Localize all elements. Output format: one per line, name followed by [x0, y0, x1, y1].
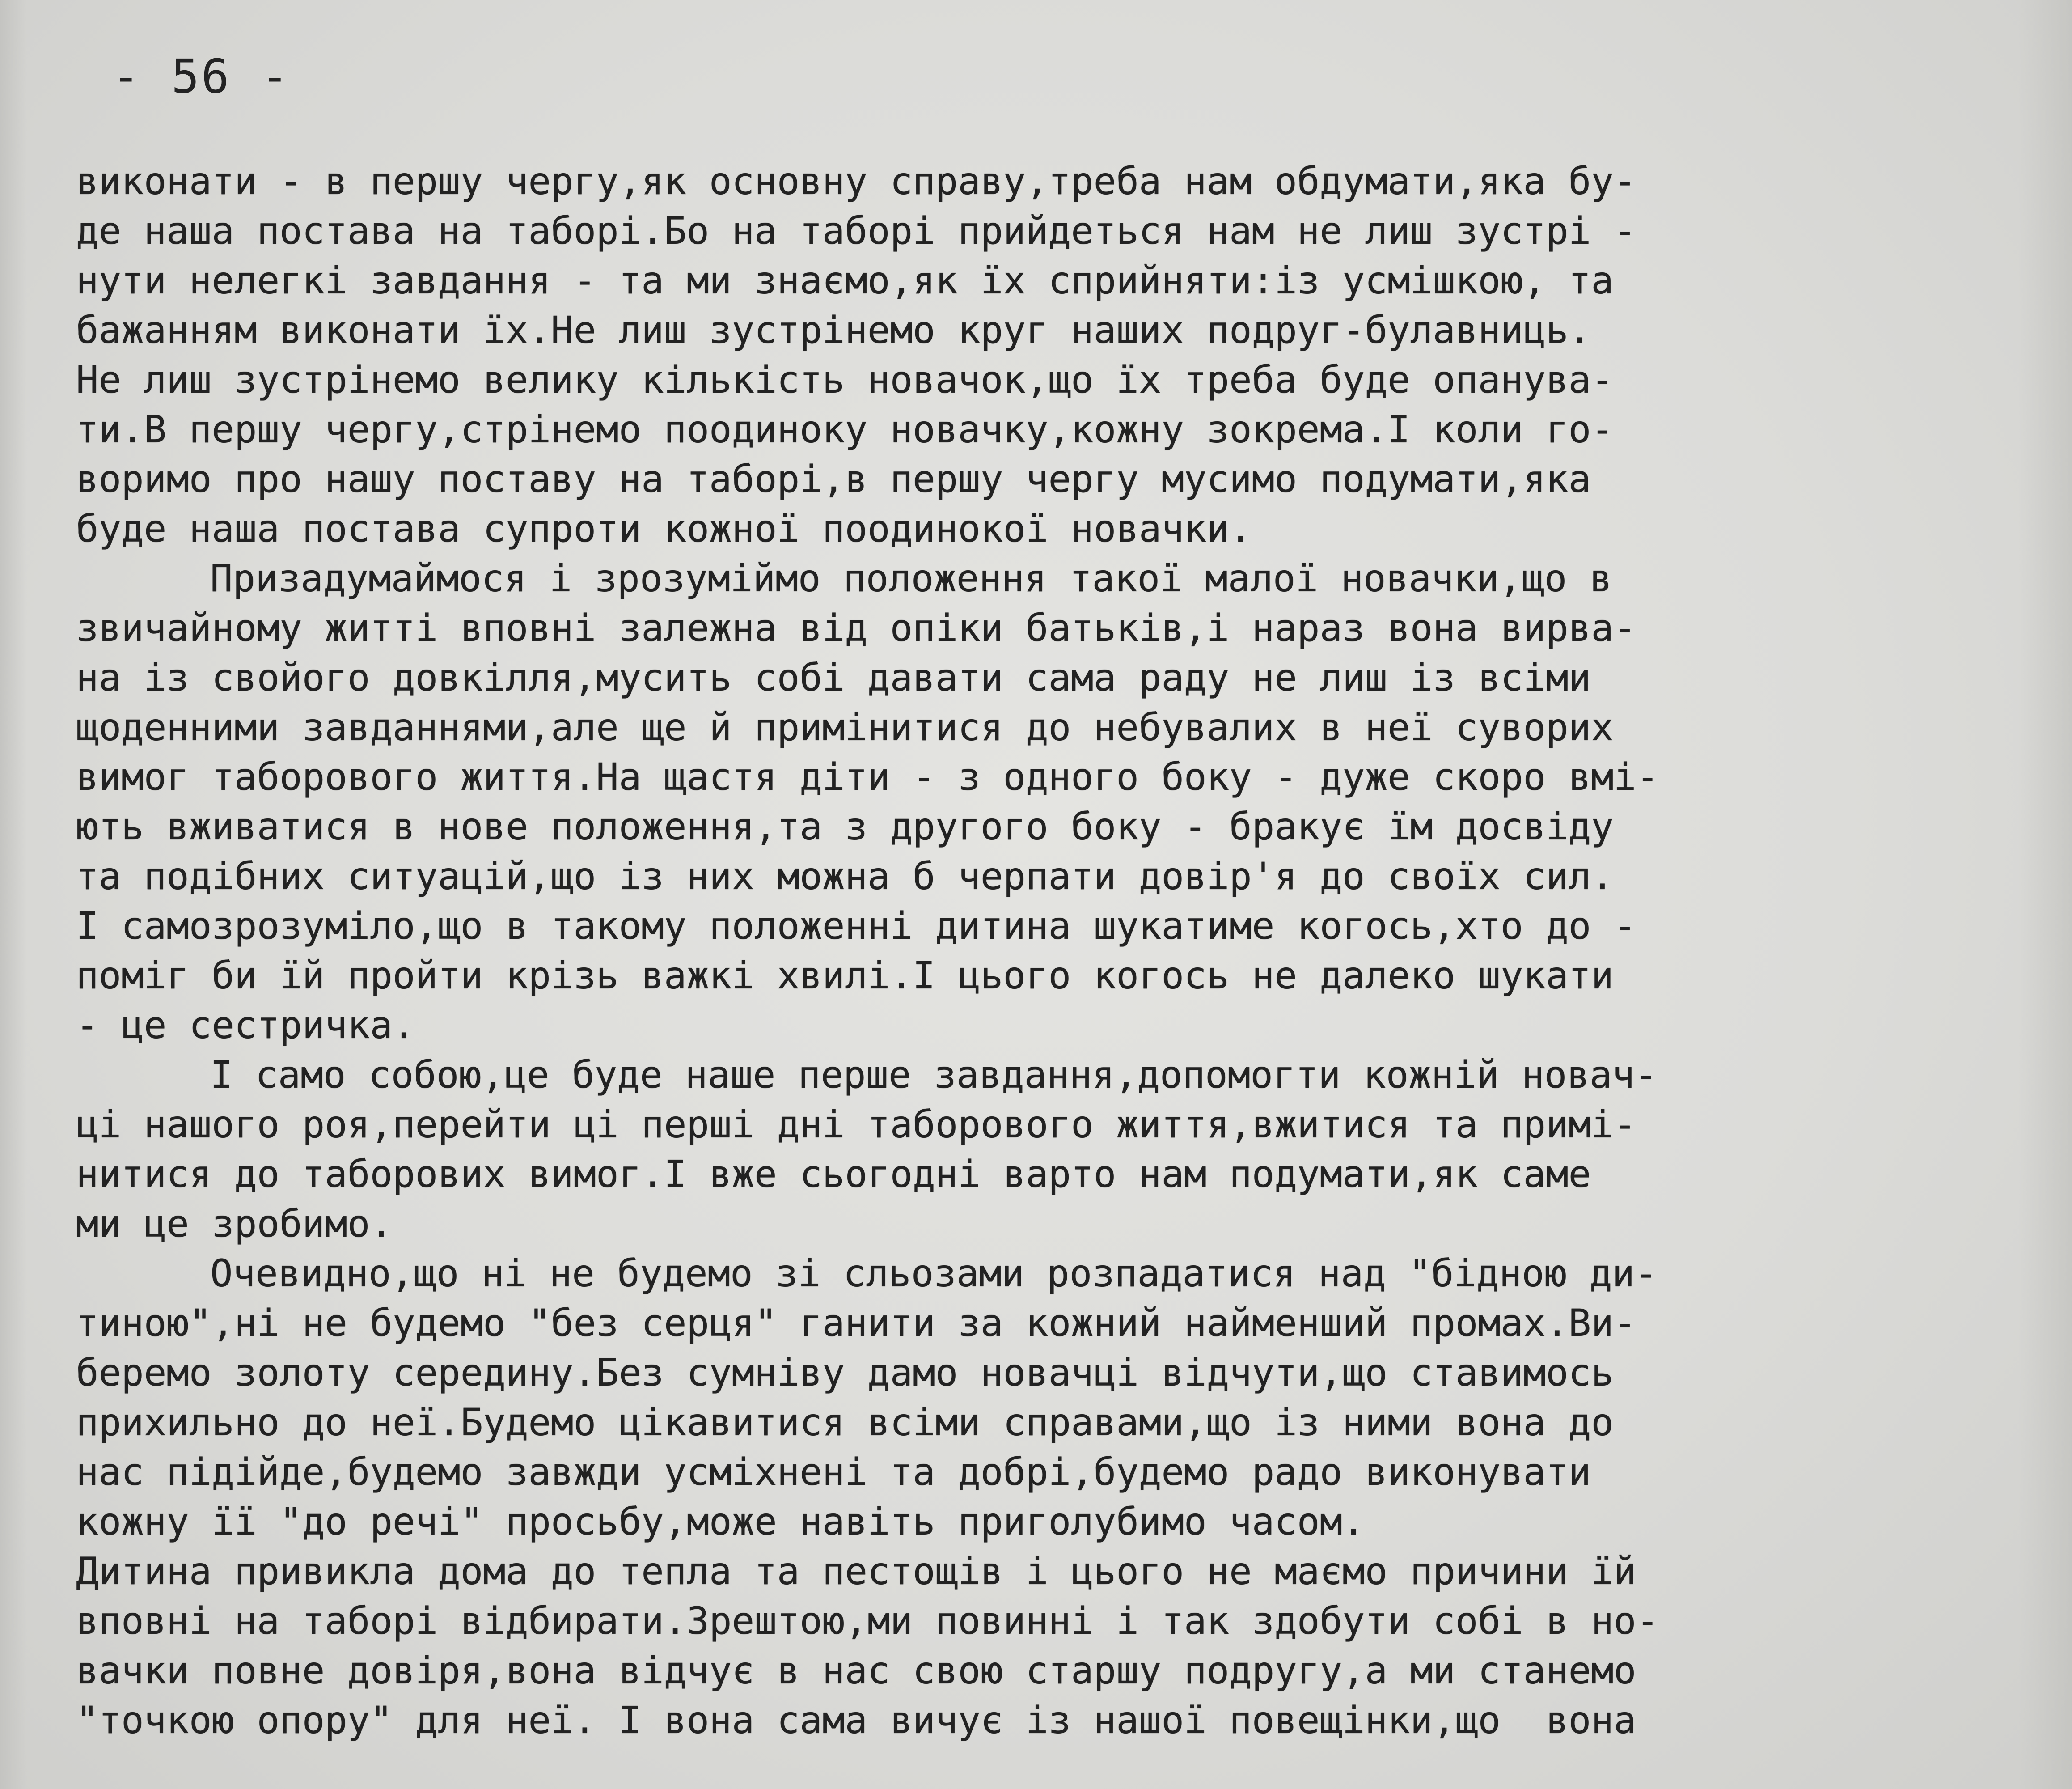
text-line: поміг би їй пройти крізь важкі хвилі.І цього когось не далеко шукати	[76, 954, 1614, 997]
text-line: ми це зробимо.	[76, 1202, 393, 1246]
text-line: на із свойого довкілля,мусить собі давати сама раду не лиш із всіми	[76, 656, 1591, 699]
text-line: щоденними завданнями,але ще й примінитися до небувалих в неї суворих	[76, 705, 1614, 749]
text-line: нас підійде,будемо завжди усміхнені та добрі,будемо радо виконувати	[76, 1450, 1591, 1494]
paragraph-start-line: І само собою,це буде наше перше завдання,допомогти кожній новач-	[210, 1053, 1658, 1097]
text-line: "точкою опору" для неї. І вона сама вичує із нашої повещінки,що вона	[76, 1698, 1636, 1742]
text-line: ти.В першу чергу,стрінемо поодиноку новачку,кожну зокрема.І коли го-	[76, 407, 1614, 451]
typewritten-text-block	[76, 157, 1999, 1745]
paragraph-start-line: Очевидно,що ні не будемо зі сльозами розпадатися над "бідною ди-	[210, 1251, 1658, 1295]
text-line: вимог таборового життя.На щастя діти - з одного боку - дуже скоро вмі-	[76, 755, 1659, 799]
text-line: тиною",ні не будемо "без серця" ганити за кожний найменший промах.Ви-	[76, 1301, 1636, 1345]
text-line: ють вживатися в нове положення,та з другого боку - бракує їм досвіду	[76, 805, 1614, 848]
page-crease	[0, 0, 27, 1789]
text-line: Дитина привикла дома до тепла та пестощів і цього не маємо причини їй	[76, 1549, 1636, 1593]
text-line: бажанням виконати їх.Не лиш зустрінемо круг наших подруг-булавниць.	[76, 308, 1591, 352]
paragraph-start-line: Призадумаймося і зрозуміймо положення такої малої новачки,що в	[210, 556, 1612, 600]
text-line: прихильно до неї.Будемо цікавитися всіми справами,що із ними вона до	[76, 1400, 1614, 1444]
text-line: вачки повне довіря,вона відчує в нас свою старшу подругу,а ми станемо	[76, 1649, 1636, 1692]
text-line: вповні на таборі відбирати.Зрештою,ми повинні і так здобути собі в но-	[76, 1599, 1659, 1643]
text-line: буде наша постава супроти кожної поодинокої новачки.	[76, 507, 1252, 551]
text-line: звичайному житті вповні залежна від опіки батьків,і нараз вона вирва-	[76, 606, 1636, 650]
text-line: де наша постава на таборі.Бо на таборі прийдеться нам не лиш зустрі -	[76, 209, 1636, 253]
text-line: кожну її "до речі" просьбу,може навіть приголубимо часом.	[76, 1500, 1365, 1543]
text-line: Не лиш зустрінемо велику кількість новачок,що їх треба буде опанува-	[76, 358, 1614, 402]
text-line: воримо про нашу поставу на таборі,в першу чергу мусимо подумати,яка	[76, 457, 1591, 501]
text-line: беремо золоту середину.Без сумніву дамо новачці відчути,що ставимось	[76, 1351, 1614, 1395]
page-edge-shadow	[2018, 0, 2072, 1789]
text-line: нути нелегкі завдання - та ми знаємо,як їх сприйняти:із усмішкою, та	[76, 259, 1614, 302]
text-line: виконати - в першу чергу,як основну справу,треба нам обдумати,яка бу-	[76, 159, 1636, 203]
text-line: та подібних ситуацій,що із них можна б черпати довір'я до своїх сил.	[76, 854, 1614, 898]
text-line: І самозрозуміло,що в такому положенні дитина шукатиме когось,хто до -	[76, 904, 1636, 948]
page-number: - 56 -	[112, 49, 291, 104]
text-line: ці нашого роя,перейти ці перші дні таборового життя,вжитися та примі-	[76, 1102, 1636, 1146]
text-line: нитися до таборових вимог.І вже сьогодні варто нам подумати,як саме	[76, 1152, 1591, 1196]
text-line: - це сестричка.	[76, 1003, 415, 1047]
